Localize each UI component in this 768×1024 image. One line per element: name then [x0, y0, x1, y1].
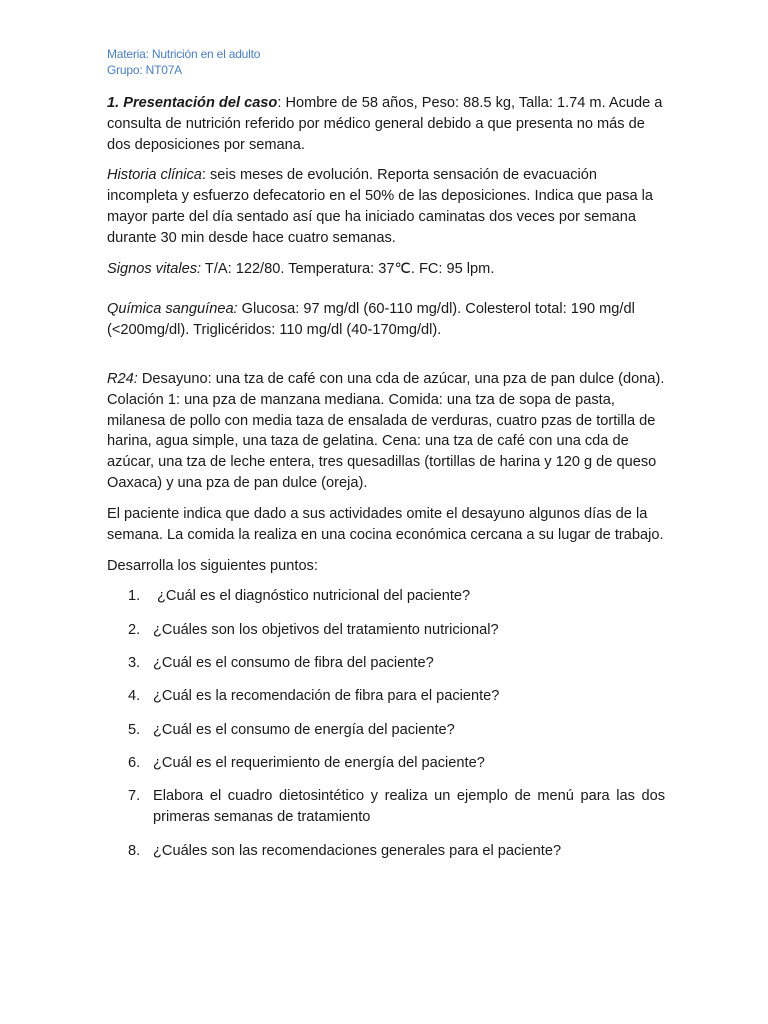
question-text: ¿Cuál es el consumo de energía del paciente? [153, 721, 455, 738]
subject-line: Materia: Nutrición en el adulto [107, 47, 261, 61]
document-header [107, 46, 260, 78]
case-label: 1. Presentación del caso [107, 95, 278, 111]
document-body [107, 93, 665, 874]
group-line: Grupo: NT07A [107, 63, 182, 77]
question-item [107, 786, 665, 828]
question-item [107, 586, 665, 607]
question-item [107, 720, 665, 741]
diet-recall [107, 369, 665, 494]
question-number: 7. [128, 788, 141, 805]
question-number: 1. [128, 588, 141, 605]
question-item [107, 653, 665, 674]
vital-signs [107, 259, 665, 280]
question-item [107, 753, 665, 774]
vital-signs-label: Signos vitales: [107, 260, 202, 277]
questions-list [107, 586, 665, 861]
diet-recall-text: Desayuno: una tza de café con una cda de azúcar, una pza de pan dulce (dona). Colación 1: una pza de manzana mediana. Comida: una tza de sopa de pasta, milanesa de pollo con media taza de ensalada de verduras, cuatro pzas de tortilla de harina, agua simple, una taza de gelatina. Cena: una tza de café con una cda de azúcar, una tza de leche entera, tres quesadillas (tortillas de harina y 120 g de queso Oaxaca) y una pza de pan dulce (oreja). [107, 370, 665, 491]
question-text: ¿Cuál es el diagnóstico nutricional del paciente? [157, 588, 471, 605]
question-text: Elabora el cuadro dietosintético y realiza un ejemplo de menú para las dos primeras semanas de tratamiento [153, 788, 665, 826]
case-presentation [107, 93, 665, 155]
blood-chemistry-label: Química sanguínea: [107, 301, 238, 318]
question-item [107, 686, 665, 707]
blood-chemistry [107, 299, 665, 341]
diet-recall-label: R24: [107, 370, 138, 387]
case-text: : Hombre de 58 años, Peso: 88.5 kg, Talla: 1.74 m. Acude a consulta de nutrición referido por médico general debido a que presenta no más de dos deposiciones por semana. [107, 95, 663, 153]
patient-notes: El paciente indica que dado a sus actividades omite el desayuno algunos días de la semana. La comida la realiza en una cocina económica cercana a su lugar de trabajo. [107, 505, 664, 543]
question-number: 6. [128, 755, 141, 772]
question-item [107, 841, 665, 862]
question-number: 3. [128, 654, 141, 671]
clinical-history [107, 165, 665, 248]
history-text: : seis meses de evolución. Reporta sensación de evacuación incompleta y esfuerzo defecatorio en el 50% de las deposiciones. Indica que pasa la mayor parte del día sentado así que ha iniciado caminatas dos veces por semana durante 30 min desde hace cuatro semanas. [107, 167, 653, 246]
vital-signs-text: T/A: 122/80. Temperatura: 37℃. FC: 95 lpm. [201, 260, 495, 277]
question-text: ¿Cuáles son los objetivos del tratamiento nutricional? [153, 621, 499, 638]
question-number: 2. [128, 621, 141, 638]
question-text: ¿Cuál es la recomendación de fibra para el paciente? [153, 688, 500, 705]
question-text: ¿Cuál es el requerimiento de energía del paciente? [153, 755, 485, 772]
question-number: 8. [128, 842, 141, 859]
instructions-heading: Desarrolla los siguientes puntos: [107, 558, 318, 575]
question-text: ¿Cuáles son las recomendaciones generales para el paciente? [153, 842, 562, 859]
question-item [107, 620, 665, 641]
blood-chemistry-text: Glucosa: 97 mg/dl (60-110 mg/dl). Colesterol total: 190 mg/dl (<200mg/dl). Triglicéridos: 110 mg/dl (40-170mg/dl). [107, 301, 635, 339]
question-number: 5. [128, 721, 141, 738]
question-number: 4. [128, 688, 141, 705]
question-text: ¿Cuál es el consumo de fibra del paciente? [153, 654, 434, 671]
history-label: Historia clínica [107, 167, 202, 184]
